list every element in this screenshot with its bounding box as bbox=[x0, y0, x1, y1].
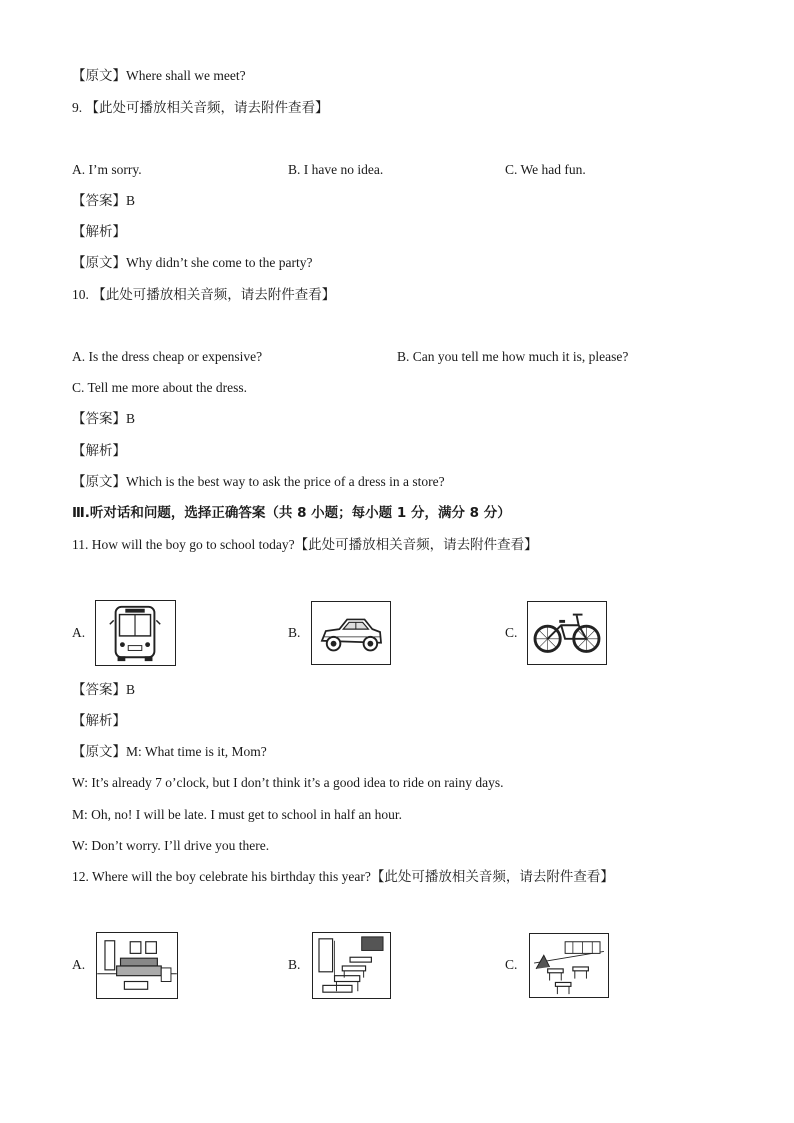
q11-dialogue-line-3: M: Oh, no! I will be late. I must get to school in half an hour. bbox=[72, 807, 402, 822]
q9-analysis: 【解析】 bbox=[72, 224, 126, 239]
restaurant-icon bbox=[529, 933, 609, 998]
q10-source: 【原文】Which is the best way to ask the price of a dress in a store? bbox=[72, 474, 445, 489]
bicycle-icon bbox=[527, 601, 607, 665]
q10-answer: 【答案】B bbox=[72, 411, 136, 426]
q10-option-b: B. Can you tell me how much it is, please? bbox=[397, 349, 629, 364]
living-room-icon bbox=[96, 932, 178, 999]
q12-label-c: C. bbox=[505, 957, 518, 972]
q9-source: 【原文】Why didn’t she come to the party? bbox=[72, 255, 313, 270]
q8-source: 【原文】Where shall we meet? bbox=[72, 68, 246, 83]
q12-label-b: B. bbox=[288, 957, 301, 972]
bus-icon bbox=[95, 600, 176, 666]
car-icon bbox=[311, 601, 391, 665]
q11-label-c: C. bbox=[505, 625, 518, 640]
q9-option-c: C. We had fun. bbox=[505, 162, 586, 177]
q9-stem: 9. 【此处可播放相关音频，请去附件查看】 bbox=[72, 100, 329, 115]
q11-label-a: A. bbox=[72, 625, 86, 640]
q11-analysis: 【解析】 bbox=[72, 713, 126, 728]
q9-answer: 【答案】B bbox=[72, 193, 136, 208]
q11-dialogue-line-1: 【原文】M: What time is it, Mom? bbox=[72, 744, 267, 759]
q10-analysis: 【解析】 bbox=[72, 443, 126, 458]
q12-stem: 12. Where will the boy celebrate his birthday this year?【此处可播放相关音频，请去附件查看】 bbox=[72, 869, 614, 884]
section3-heading: Ⅲ.听对话和问题，选择正确答案（共 8 小题；每小题 1 分，满分 8 分） bbox=[72, 505, 511, 521]
q10-option-a: A. Is the dress cheap or expensive? bbox=[72, 349, 263, 364]
q12-label-a: A. bbox=[72, 957, 86, 972]
q9-option-a: A. I’m sorry. bbox=[72, 162, 142, 177]
q10-option-c: C. Tell me more about the dress. bbox=[72, 380, 248, 395]
q10-stem: 10. 【此处可播放相关音频，请去附件查看】 bbox=[72, 287, 336, 302]
q11-stem: 11. How will the boy go to school today?【此处可播放相关音频，请去附件查看】 bbox=[72, 537, 538, 552]
q9-option-b: B. I have no idea. bbox=[288, 162, 384, 177]
q11-label-b: B. bbox=[288, 625, 301, 640]
classroom-icon bbox=[312, 932, 391, 999]
q11-dialogue-line-4: W: Don’t worry. I’ll drive you there. bbox=[72, 838, 270, 853]
q11-dialogue-line-2: W: It’s already 7 o’clock, but I don’t think it’s a good idea to ride on rainy days. bbox=[72, 775, 504, 790]
q11-answer: 【答案】B bbox=[72, 682, 136, 697]
